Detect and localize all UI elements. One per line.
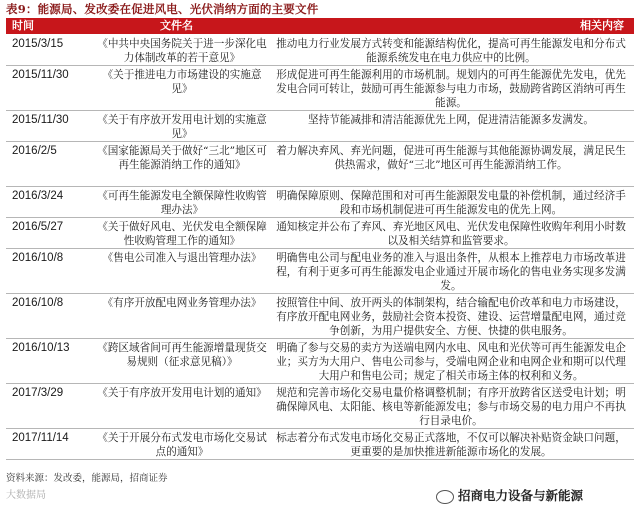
cell-time: 2015/3/15 [12,38,64,50]
cell-name: 《关于有序放开发用电计划的实施意见》 [97,114,267,140]
cell-content: 推动电力行业发展方式转变和能源结构优化，提高可再生能源发电和分布式能源系统发电在电力供应中的比例。 [276,38,626,64]
table-row [6,429,634,460]
table-row [6,249,634,294]
table-row [6,339,634,384]
cell-time: 2016/10/13 [12,342,70,354]
table-row [6,111,634,142]
cell-time: 2016/5/27 [12,221,64,233]
cell-content: 明确售电公司与配电业务的准入与退出条件，从根本上推荐电力市场改革进程，有利于更多可再生能源发电企业通过开展市场化的售电业务实现多发满发。 [276,252,626,292]
table-body [6,35,634,460]
cell-time: 2015/11/30 [12,114,69,126]
cell-content: 明确保障原则、保障范围和对可再生能源限发电量的补偿机制，通过经济手段和市场机制促进可再生能源发电的优先上网。 [276,190,626,216]
cell-name: 《售电公司准入与退出管理办法》 [102,252,262,264]
cell-time: 2016/2/5 [12,145,57,157]
table-header [6,18,634,34]
cell-content: 形成促进可再生能源利用的市场机制。规划内的可再生能源优先发电，优先发电合同可转让，鼓励可再生能源参与电力市场，鼓励跨省跨区消纳可再生能源。 [276,69,626,109]
table-row [6,66,634,111]
cell-name: 《跨区域省间可再生能源增量现货交易规则（征求意见稿）》 [97,342,267,368]
cell-content: 规范和完善市场化交易电量价格调整机制；有序开放跨省区送受电计划；明确保障风电、太阳能、核电等新能源发电；参与市场交易的电力用户不再执行目录电价。 [276,387,626,427]
watermark-right [436,486,583,504]
table-row [6,218,634,249]
cell-content: 通知核定并公布了弃风、弃光地区风电、光伏发电保障性收购年利用小时数以及相关结算和监管要求。 [276,221,626,247]
table-row [6,35,634,66]
table-row [6,384,634,429]
table-row [6,142,634,187]
cell-name: 《关于做好风电、光伏发电全额保障性收购管理工作的通知》 [97,221,267,247]
wechat-icon [436,490,454,504]
header-time: 时间 [12,19,34,32]
cell-content: 着力解决弃风、弃光问题，促进可再生能源与其他能源协调发展，满足民生供热需求，做好“三北”地区可再生能源消纳工作。 [276,145,626,171]
header-name: 文件名 [160,19,193,32]
cell-content: 坚持节能减排和清洁能源优先上网，促进清洁能源多发满发。 [307,114,595,126]
cell-name: 《关于有序放开发用电计划的通知》 [97,387,267,399]
table-row [6,294,634,339]
cell-time: 2016/3/24 [12,190,64,202]
cell-content: 按照管住中间、放开两头的体制架构，结合输配电价改革和电力市场建设，有序放开配电网业务，鼓励社会资本投资、建设、运营增量配电网，通过竞争创新，为用户提供安全、方便、快捷的供电服务。 [276,297,626,337]
watermark-right-label: 招商电力设备与新能源 [458,488,584,503]
cell-name: 《中共中央国务院关于进一步深化电力体制改革的若干意见》 [97,38,267,64]
cell-time: 2017/3/29 [12,387,64,399]
cell-time: 2016/10/8 [12,252,64,264]
cell-name: 《关于开展分布式发电市场化交易试点的通知》 [97,432,267,458]
cell-name: 《关于推进电力市场建设的实施意见》 [102,69,262,95]
cell-name: 《国家能源局关于做好“三北”地区可再生能源消纳工作的通知》 [97,145,267,171]
cell-name: 《可再生能源发电全额保障性收购管理办法》 [97,190,267,216]
cell-time: 2016/10/8 [12,297,64,309]
cell-content: 标志着分布式发电市场化交易正式落地，不仅可以解决补贴资金缺口问题，更重要的是加快推进新能源市场化的发展。 [276,432,626,458]
cell-time: 2017/11/14 [12,432,69,444]
table-title: 表9：能源局、发改委在促进风电、光伏消纳方面的主要文件 [6,2,319,16]
header-content: 相关内容 [580,19,624,32]
cell-time: 2015/11/30 [12,69,69,81]
table-row [6,187,634,218]
cell-content: 明确了参与交易的卖方为送端电网内水电、风电和光伏等可再生能源发电企业；买方为大用户、售电公司参与，受端电网企业和电网企业和期可以代理大用户和售电公司；规定了相关市场主体的权利和义务。 [276,342,626,382]
source-note: 资料来源：发改委，能源局，招商证券 [6,473,168,484]
watermark-left: 大数据局 [6,490,46,501]
cell-name: 《有序开放配电网业务管理办法》 [102,297,262,309]
